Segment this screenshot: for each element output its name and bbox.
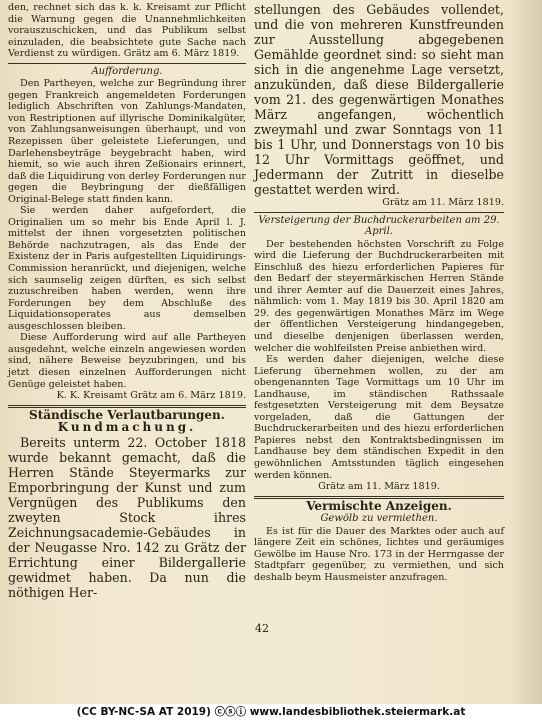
paragraph: Es werden daher diejenigen, welche diese Lieferung übernehmen wollen, zu der am obengenannten Tage Vormittags um 10 Uhr im Landhause, im ständischen Rathssaale festgesetzten Versteigerung mit dem Beysatze vorgeladen, daß die Gattungen der Buchdruckerarbeiten und des hiezu erforderlichen Papieres nebst den Kontraktsbedingnissen im Landhause bey dem ständischen Expedit in den gewöhnlichen Amtsstunden täglich eingesehen werden können. [254,354,504,481]
paragraph: den, rechnet sich das k. k. Kreisamt zur Pflicht die Warnung gegen die Unannehmlichkeiten vorauszuschicken, und das Publikum selbst einzuladen, die beabsichtete gute Sache nach Verdienst zu würdigen. Grätz am 6. März 1819. [8,2,246,60]
paragraph: Den Partheyen, welche zur Begründung ihrer gegen Frankreich angemeldeten Forderungen lediglich Abschriften von Zahlungs-Mandaten, von Restriptionen auf illyrische Dominikalgüter, von Zahlungsanweisungen überhaupt, und von Rezepissen über geleistete Lieferungen, und Darlehensbeyträge beygebracht haben, wird hiemit, so wie auch ihren Zeßionairs erinnert, daß die Liquidirung von derley Forderungen nur gegen die Beybringung der dießfälligen Original-Belege statt finden kann. [8,78,246,205]
signature-line: Grätz am 11. März 1819. [318,481,440,493]
paragraph: Bereits unterm 22. October 1818 wurde bekannt gemacht, daß die Herren Stände Steyermarks zur Emporbringung der Kunst und zum Vergnügen des Publikums den zweyten Stock ihres Zeichnungsacademie-Gebäudes in der Neugasse Nro. 142 zu Grätz der Errichtung einer Bildergallerie gewidmet haben. Da nun die nöthigen Her- [8,434,246,600]
signature-line: K. K. Kreisamt Grätz am 6. März 1819. [56,390,246,402]
paragraph: Sie werden daher aufgefordert, die Originalien um so mehr bis Ende April l. J. mittelst der ihnen vorgesetzten politischen Behörde nachzutragen, als das Ende der Existenz der in Paris aufgestellten Liquidirungs-Commission heranrückt, und diejenigen, welche sich saumselig zeigen dürften, es sich selbst zuzuschreiben haben werden, wenn ihre Forderungen bey dem Abschluße des Liquidationsoperates aus demselben ausgeschlossen bleiben. [8,205,246,332]
divider [254,212,504,213]
section-heading: Ständische Verlautbarungen. [29,407,225,422]
divider [8,63,246,64]
notice-title: Kundmachung. [57,420,197,435]
paragraph: Der bestehenden höchsten Vorschrift zu Folge wird die Lieferung der Buchdruckerarbeiten mit Einschluß des hiezu erforderlichen Papieres für den Bedarf der steyermärkischen Herren Stände und ihrer Aemter auf die Dauerzeit eines Jahres, nähmlich: vom 1. May 1819 bis 30. April 1820 am 29. des gegenwärtigen Monathes März im Wege der öffentlichen Versteigerung hindangegeben, und dieselbe denjenigen überlassen werden, welcher die wohlfeilsten Preise anbiethen wird. [254,238,504,354]
license-footer: (CC BY-NC-SA AT 2019) ⓒⓢⓘ www.landesbibliothek.steiermark.at [0,704,542,720]
right-column [254,2,504,584]
notice-heading: Aufforderung. [91,65,163,77]
left-column [8,2,246,600]
page-number: 42 [255,622,269,635]
paragraph: stellungen des Gebäudes vollendet, und die von mehreren Kunstfreunden zur Ausstellung abgegebenen Gemählde geordnet sind: so sieht man sich in die angenehme Lage versetzt, anzukünden, daß diese Bildergallerie vom 21. des gegenwärtigen Monathes März angefangen, wöchentlich zweymahl und zwar Sonntags von 11 bis 1 Uhr, und Donnerstags von 10 bis 12 Uhr Vormittags geöffnet, und Jedermann der Zutritt in dieselbe gestattet werden wird. [254,2,504,197]
paragraph: Es ist für die Dauer des Marktes oder auch auf längere Zeit ein schönes, lichtes und geräumiges Gewölbe im Hause Nro. 173 in der Herrngasse der Stadtpfarr gegenüber, zu vermiethen, und sich deshalb beym Hausmeister anzufragen. [254,525,504,583]
page-edge-shadow [508,0,542,704]
notice-heading: Versteigerung der Buchdruckerarbeiten am 29. April. [258,214,500,238]
paragraph: Diese Aufforderung wird auf alle Partheyen ausgedehnt, welche einzeln angewiesen worden sind, nähere Beweise beyzubringen, und bis jetzt diesen einzelnen Aufforderungen nicht Genüge geleistet haben. [8,332,246,390]
signature-line: Grätz am 11. März 1819. [382,197,504,208]
section-heading: Vermischte Anzeigen. [306,498,452,513]
notice-heading: Gewölb zu vermiethen. [320,513,438,525]
